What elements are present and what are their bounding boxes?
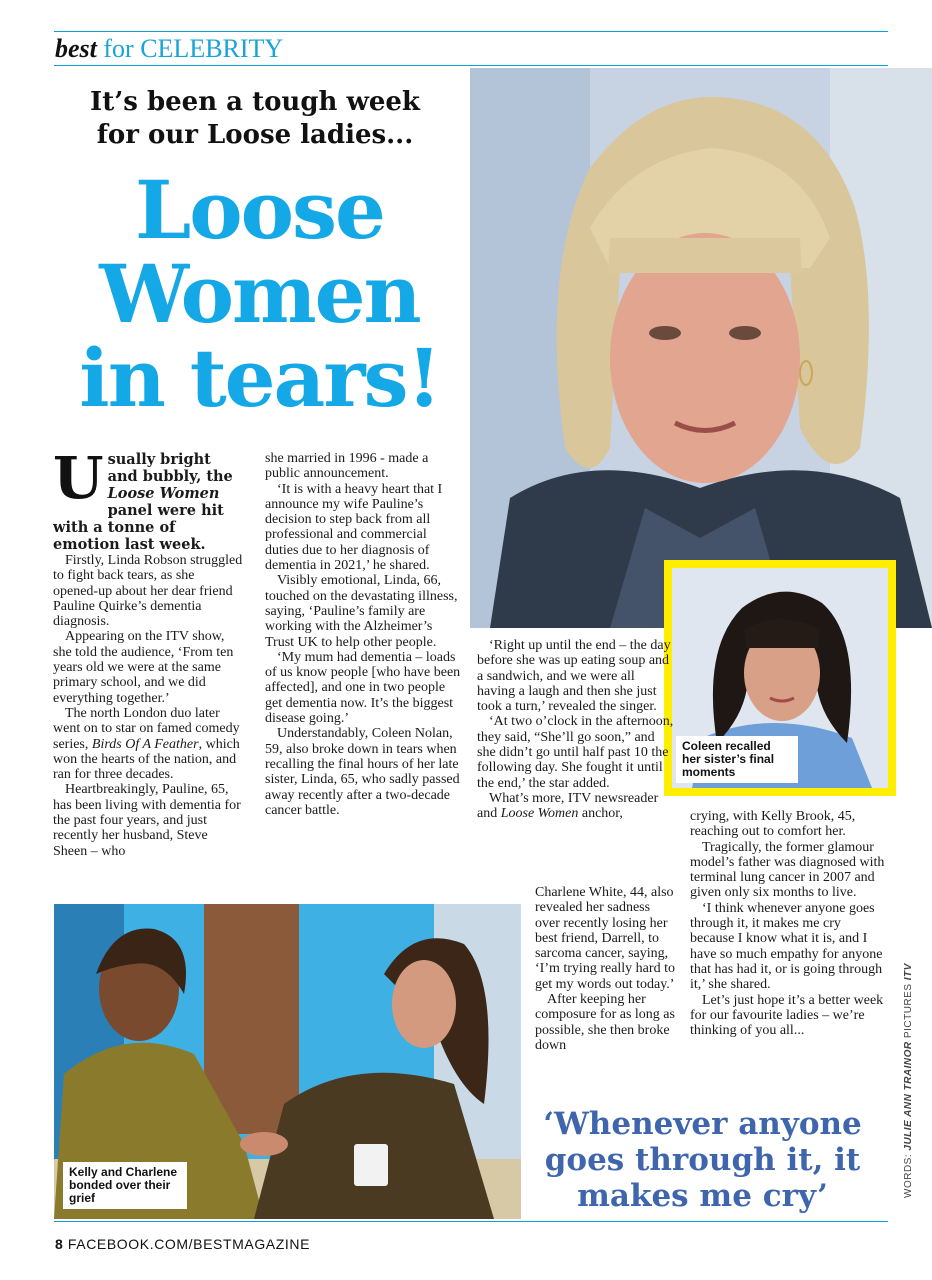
paragraph: crying, with Kelly Brook, 45, reaching out to comfort her. bbox=[690, 809, 856, 840]
credits-pictures-label: PICTURES bbox=[903, 983, 914, 1039]
headline bbox=[52, 163, 467, 425]
article-column-3-lower bbox=[535, 885, 677, 1053]
inset-caption bbox=[676, 736, 798, 783]
paragraph-text: anchor, bbox=[578, 806, 623, 822]
paragraph: After keeping her composure for as long as possible, she then broke down bbox=[535, 992, 675, 1053]
paragraph: Heartbreakingly, Pauline, 65, has been living with dementia for the past four years, and just recently her husband, Steve Sheen – who bbox=[53, 782, 241, 859]
brand-name: best bbox=[55, 34, 97, 63]
article-column-4 bbox=[690, 809, 888, 1038]
paragraph: ‘I think whenever anyone goes through it, it makes me cry because I know what it is, and I have so much empathy for anyone that has had it, or is going through it,’ she shared. bbox=[690, 900, 883, 993]
paragraph: Visibly emotional, Linda, 66, touched on the devastating illness, saying, ‘Pauline’s family are working with the Alzheimer’s Trust UK to help other people. bbox=[265, 573, 458, 650]
headline-line: in tears! bbox=[79, 331, 440, 425]
kicker bbox=[60, 86, 450, 152]
paragraph-text: The north London duo later went on to star on famed comedy series, bbox=[53, 705, 240, 752]
show-title: Birds Of A Feather bbox=[91, 736, 199, 752]
paragraph-text: What’s more, ITV newsreader and bbox=[477, 790, 659, 822]
credits-words-label: WORDS: bbox=[903, 1153, 914, 1198]
paragraph: ‘My mum had dementia – loads of us know people [who have been affected], and one in two people get dementia now. It’s the biggest disease going.’ bbox=[265, 649, 461, 727]
hero-photo bbox=[470, 68, 932, 628]
paragraph bbox=[477, 791, 675, 822]
paragraph: she married in 1996 - made a public announcement. bbox=[265, 451, 429, 482]
bottom-caption bbox=[63, 1162, 187, 1209]
paragraph: Let’s just hope it’s a better week for our favourite ladies – we’re thinking of you all... bbox=[690, 992, 884, 1039]
photo-credits bbox=[903, 963, 914, 1198]
paragraph: Charlene White, 44, also revealed her sadness over recently losing her best friend, Darrell, to sarcoma cancer, saying, ‘I’m trying really hard to get my words out today.’ bbox=[535, 885, 675, 992]
footer bbox=[55, 1236, 310, 1252]
lead-show-title: Loose Women bbox=[107, 485, 220, 502]
hero-photo-art bbox=[470, 68, 932, 628]
page-number: 8 bbox=[55, 1236, 64, 1252]
kicker-line: It’s been a tough week bbox=[90, 87, 420, 117]
article-column-3 bbox=[477, 638, 675, 822]
show-title: Loose Women bbox=[500, 806, 579, 822]
article-column-2 bbox=[265, 451, 463, 818]
credits-source: ITV bbox=[903, 963, 914, 981]
section-label bbox=[55, 34, 283, 64]
article-column-1 bbox=[53, 444, 243, 859]
paragraph: ‘At two o’clock in the afternoon, they said, “She’ll go soon,” and she didn’t go until half past 10 the following day. She fought it until the end,’ the star added. bbox=[477, 714, 674, 791]
pull-quote: ‘Whenever anyone goes through it, it makes me cry’ bbox=[543, 1106, 862, 1214]
section-rule bbox=[54, 65, 888, 66]
bottom-caption-text: Kelly and Charlene bonded over their grief bbox=[69, 1165, 178, 1205]
paragraph: Understandably, Coleen Nolan, 59, also broke down in tears when recalling the final hours of her late sister, Linda, 65, who sadly passed away recently after a two-decade cancer battle. bbox=[265, 726, 460, 818]
bottom-rule bbox=[54, 1221, 888, 1222]
paragraph: Appearing on the ITV show, she told the audience, ‘From ten years old we were at the same primary school, and we did everything together.’ bbox=[53, 629, 234, 706]
credits-writer: JULIE ANN TRAINOR bbox=[903, 1041, 914, 1151]
paragraph: ‘It is with a heavy heart that I announce my wife Pauline’s decision to step back from all professional and commercial duties due to her diagnosis of dementia in 2021,’ he shared. bbox=[265, 481, 443, 574]
lead-text: sually bright and bubbly, the bbox=[107, 451, 233, 485]
paragraph: Firstly, Linda Robson struggled to fight back tears, as she opened-up about her dear friend Pauline Quirke’s dementia diagnosis. bbox=[53, 553, 243, 630]
inset-caption-text: Coleen recalled her sister’s final moments bbox=[682, 739, 775, 779]
drop-cap: U bbox=[53, 444, 104, 512]
footer-url[interactable]: FACEBOOK.COM/BESTMAGAZINE bbox=[67, 1236, 311, 1252]
lead-text-end: panel were hit with a tonne of emotion last week. bbox=[53, 502, 224, 553]
paragraph: Tragically, the former glamour model’s father was diagnosed with terminal lung cancer in 2007 and given only six months to live. bbox=[690, 839, 885, 901]
top-rule bbox=[54, 31, 888, 32]
section-name: for CELEBRITY bbox=[103, 34, 284, 63]
kicker-line: for our Loose ladies... bbox=[96, 120, 414, 150]
headline-line: Women bbox=[99, 247, 420, 341]
headline-line: Loose bbox=[135, 163, 384, 257]
article-lead bbox=[53, 444, 243, 553]
paragraph bbox=[53, 706, 243, 782]
paragraph: ‘Right up until the end – the day before she was up eating soup and a sandwich, and we were all having a laugh and then she just took a turn,’ revealed the singer. bbox=[477, 638, 671, 715]
paragraph-text: , which won the hearts of the nation, and ran for three decades. bbox=[53, 736, 240, 783]
